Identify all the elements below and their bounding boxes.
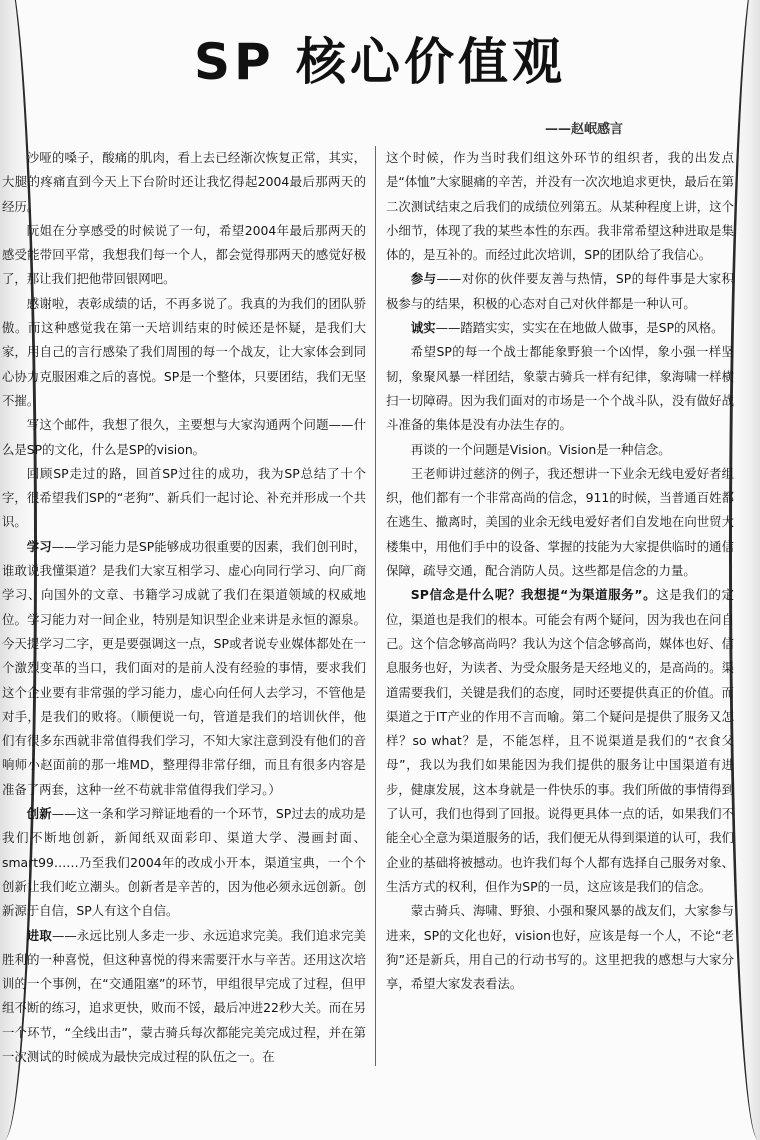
- paragraph-text: 阮姐在分享感受的时候说了一句，希望2004年最后那两天的感受能带回平常，我想我们每一个人，都会觉得那两天的感觉好极了，那让我们把他带回银网吧。: [2, 222, 366, 287]
- paragraph-text: 王老师讲过慈济的例子，我还想讲一下业余无线电爱好者组织，他们都有一个非常高尚的信念，911的时候，当普通百姓都在逃生、撤离时，美国的业余无线电爱好者们自发地在向世贸大楼集中，用他们手中的设备、掌握的技能为大家提供临时的通信保障，疏导交通，配合消防人员。这些都是信念的力量。: [386, 465, 734, 579]
- paragraph: [386, 583, 734, 899]
- paragraph: [2, 802, 366, 923]
- right-column: [386, 146, 734, 996]
- paragraph: [386, 146, 734, 267]
- paragraph-keyword: 进取: [26, 927, 52, 943]
- paragraph-text: 蒙古骑兵、海啸、野狼、小强和聚风暴的战友们，大家参与进来，SP的文化也好，vision也好，应该是每一个人，不论“老狗”还是新兵，用自己的行动书写的。这里把我的感想与大家分享，希望大家发表看法。: [386, 903, 734, 992]
- paragraph-text: ——踏踏实实，实实在在地做人做事，是SP的风格。: [435, 320, 724, 336]
- paragraph: [386, 899, 734, 996]
- left-column: [2, 146, 366, 1069]
- paragraph-keyword: 学习: [26, 538, 52, 554]
- article-title: SP 核心价值观: [193, 33, 567, 91]
- paragraph: [386, 316, 734, 340]
- paragraph-text: 写这个邮件，我想了很久，主要想与大家沟通两个问题——什么是SP的文化，什么是SP的vision。: [2, 417, 366, 457]
- paragraph-text: 这个时候，作为当时我们组这外环节的组织者，我的出发点是“体恤”大家腿痛的辛苦，并没有一次次地追求更快，最后在第二次测试结束之后我们的成绩位列第五。从某种程度上讲，这个小细节，体现了我的某些本性的东西。我非常希望这种进取是集体的，是互补的。而经过此次培训，SP的团队给了我信心。: [386, 150, 734, 263]
- paragraph-text: 再谈的一个问题是Vision。Vision是一种信念。: [410, 441, 671, 457]
- column-divider: [375, 146, 376, 1066]
- paragraph-text: ——学习能力是SP能够成功很重要的因素，我们创刊时，谁敢说我懂渠道？是我们大家互相学习、虚心向同行学习、向厂商学习、向国外的文章、书籍学习成就了我们在渠道领域的权威地位。学习能力对一间企业，特别是知识型企业来讲是永恒的源泉。今天提学习二字，更是要强调这一点，SP或者说专业媒体都处在一个激烈变革的当口，我们面对的是前人没有经验的事情，要求我们这个企业要有非常强的学习能力，虚心向任何人去学习，不管他是对手，是我们的败将。（顺便说一句，管道是我们的培训伙伴，他们有很多东西就非常值得我们学习，不知大家注意到没有他们的音响师小赵面前的那一堆MD，整理得非常仔细，而且有很多内容是准备了两套，这种一丝不苟就非常值得我们学习。）: [2, 538, 366, 797]
- paragraph-keyword: SP信念是什么呢？我想提“为渠道服务”。: [410, 587, 657, 603]
- paragraph-text: ——对你的伙伴要友善与热情，SP的每件事是大家积极参与的结果，积极的心态对自己对伙伴都是一种认可。: [386, 271, 735, 311]
- paragraph-text: ——永远比别人多走一步、永远追求完美。我们追求完美胜利的一种喜悦，但这种喜悦的得来需要汗水与辛苦。还用这次培训的一个事例，在“交通阻塞”的环节，甲组很早完成了过程，但甲组不断的练习，追求更快，败而不馁，最后冲进22秒大关。而在另一个环节，“全线出击”，蒙古骑兵每次都能完美完成过程，并在第一次测试的时候成为最快完成过程的队伍之一。在: [2, 927, 367, 1064]
- paragraph-text: 沙哑的嗓子，酸痛的肌肉，看上去已经渐次恢复正常，其实，大腿的疼痛直到今天上下台阶时还让我忆得起2004最后那两天的经历。: [2, 150, 366, 214]
- paragraph: [386, 340, 734, 437]
- paragraph: [2, 535, 366, 802]
- paragraph: [2, 462, 366, 535]
- paragraph-text: 这是我们的定位，渠道也是我们的根本。可能会有两个疑问，因为我也在问自己。这个信念够高尚吗？我认为这个信念够高尚，媒体也好、信息服务也好，为读者、为受众服务是天经地义的，是高尚的。渠道需要我们，关键是我们的态度，同时还要提供真正的价值。而渠道之于IT产业的作用不言而喻。第二个疑问是提供了服务又怎样？so what？是，不能怎样，且不说渠道是我们的“衣食父母”，我以为我们如果能因为我们提供的服务让中国渠道有进步，健康发展，这本身就是一件快乐的事。我们所做的事情得到了认可，我们也得到了回报。说得更具体一点的话，如果我们不能全心全意为渠道服务的话，我们便无从得到渠道的认可，我们企业的基础将被撼动。也许我们每个人都有选择自己服务对象、生活方式的权利，但作为SP的一员，这应该是我们的信念。: [386, 587, 735, 894]
- paragraph: [2, 292, 366, 413]
- paragraph-text: 回顾SP走过的路，回首SP过往的成功，我为SP总结了十个字，很希望我们SP的“老狗”、新兵们一起讨论、补充并形成一个共识。: [2, 465, 366, 530]
- paragraph: [386, 462, 734, 583]
- paragraph-keyword: 参与: [410, 271, 437, 287]
- paragraph: [386, 267, 734, 316]
- paragraph-keyword: 创新: [26, 806, 52, 822]
- paragraph-text: 感谢啦，表彰成绩的话，不再多说了。我真的为我们的团队骄傲。而这种感觉我在第一天培训结束的时候还是怀疑，是我们大家，用自己的言行感染了我们周围的每一个战友，让大家体会到同心协力克服困难之后的喜悦。SP是一个整体，只要团结，我们无坚不摧。: [2, 295, 366, 408]
- paragraph-keyword: 诚实: [410, 320, 436, 336]
- paragraph: [386, 438, 734, 462]
- paragraph: [2, 219, 366, 292]
- paragraph-text: ——这一条和学习辩证地看的一个环节，SP过去的成功是我们不断地创新，新闻纸双面彩印、渠道大学、漫画封面、smart99……乃至我们2004年的改成小开本，渠道宝典，一个个创新让我们屹立潮头。创新者是辛苦的，因为他必须永远创新。创新源于自信，SP人有这个自信。: [2, 806, 366, 919]
- paragraph-text: 希望SP的每一个战士都能象野狼一个凶悍，象小强一样坚韧，象聚风暴一样团结，象蒙古骑兵一样有纪律，象海啸一样横扫一切障碍。因为我们面对的市场是一个个战斗队，没有做好战斗准备的集体是没有办法生存的。: [386, 344, 734, 433]
- paragraph: [2, 146, 366, 219]
- paragraph: [2, 413, 366, 462]
- article-author: ——赵岷感言: [544, 122, 623, 137]
- paragraph: [2, 924, 366, 1070]
